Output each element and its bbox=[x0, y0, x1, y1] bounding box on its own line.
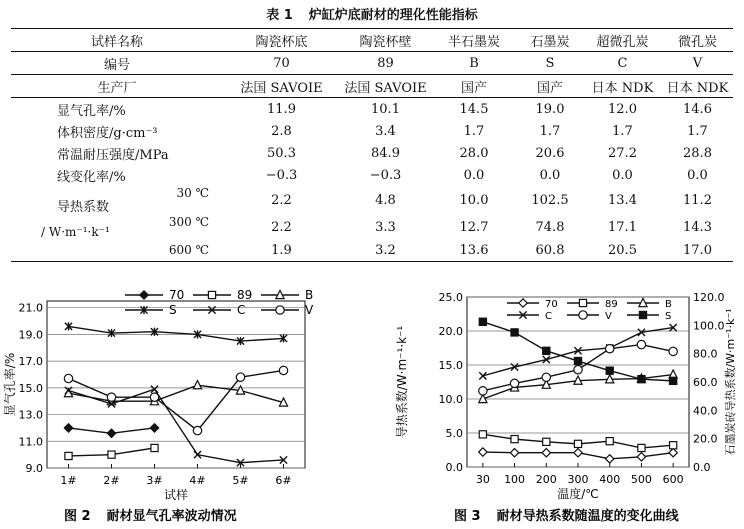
table-cell: 11.2 bbox=[683, 193, 712, 208]
header-cell: 微孔炭 bbox=[662, 29, 733, 52]
data-point bbox=[542, 449, 550, 457]
y-axis-label: 导热系数/W·m⁻¹·k⁻¹ bbox=[395, 325, 409, 439]
data-point bbox=[606, 344, 614, 352]
table-cell: 74.8 bbox=[535, 219, 565, 235]
y-tick-label: 19.0 bbox=[18, 328, 43, 342]
header-cell: 陶瓷杯壁 bbox=[340, 29, 431, 52]
temperature-label bbox=[11, 215, 223, 239]
data-point bbox=[510, 379, 518, 387]
legend-marker bbox=[140, 291, 148, 299]
header-cell: 试样名称 bbox=[11, 29, 223, 52]
temperature-value: 600 ℃ bbox=[168, 243, 209, 257]
data-point bbox=[606, 455, 614, 463]
data-point bbox=[193, 426, 201, 434]
y2-tick-label: 60.0 bbox=[693, 376, 718, 389]
data-point bbox=[637, 340, 645, 348]
data-point bbox=[65, 452, 72, 459]
table-cell: 28.8 bbox=[683, 145, 712, 161]
table-cell: 19.0 bbox=[535, 101, 565, 117]
table-cell: 13.4 bbox=[608, 193, 637, 208]
data-point bbox=[574, 357, 581, 364]
x-tick-label: 1# bbox=[60, 474, 77, 487]
legend-item bbox=[193, 288, 252, 302]
data-point bbox=[543, 438, 550, 445]
table-cell: 0.0 bbox=[687, 167, 708, 183]
data-point bbox=[574, 449, 582, 457]
table-row bbox=[11, 98, 733, 121]
table-row bbox=[11, 52, 733, 75]
x-tick-label: 4# bbox=[189, 474, 206, 487]
table-cell: 89 bbox=[340, 52, 431, 75]
header-cell: 超微孔炭 bbox=[583, 29, 662, 52]
table-cell: −0.3 bbox=[369, 167, 402, 183]
x-axis-label: 温度/℃ bbox=[557, 487, 599, 501]
data-point bbox=[670, 442, 677, 449]
legend-item bbox=[125, 303, 177, 317]
series-line bbox=[69, 326, 284, 341]
legend-label: C bbox=[545, 311, 552, 322]
legend-label: B bbox=[665, 299, 672, 310]
row-label: 线变化率/% bbox=[57, 169, 126, 185]
table-cell: 102.5 bbox=[531, 193, 569, 208]
figure-number: 图 3 bbox=[454, 509, 481, 524]
legend-label: 89 bbox=[605, 299, 618, 310]
legend-label: C bbox=[237, 303, 246, 317]
data-point bbox=[107, 429, 115, 437]
table-cell: 20.5 bbox=[583, 239, 662, 262]
data-point bbox=[638, 444, 645, 451]
legend-label: B bbox=[305, 288, 314, 302]
table-cell: 14.5 bbox=[459, 101, 489, 117]
data-point bbox=[637, 453, 645, 461]
y2-tick-label: 100.0 bbox=[693, 319, 725, 333]
legend-item bbox=[567, 311, 612, 322]
figure-number: 图 2 bbox=[64, 509, 91, 524]
legend-marker bbox=[519, 299, 527, 307]
table-cell: 17.1 bbox=[608, 219, 637, 235]
series-V bbox=[64, 366, 287, 435]
data-point bbox=[479, 318, 486, 325]
legend-item bbox=[125, 288, 184, 302]
table-cell: 0.0 bbox=[612, 167, 633, 183]
table-cell: 日本 NDK bbox=[583, 75, 662, 98]
y-tick-label: 17.0 bbox=[18, 355, 43, 369]
legend-marker bbox=[276, 306, 284, 314]
series-89 bbox=[65, 444, 158, 459]
table-cell: 27.2 bbox=[608, 145, 637, 161]
x-tick-label: 6# bbox=[275, 474, 292, 487]
tc-label-1: 导热系数 bbox=[57, 200, 110, 215]
table-cell: 2.8 bbox=[271, 123, 292, 139]
table-row bbox=[11, 164, 733, 186]
legend-label: S bbox=[665, 311, 672, 322]
table-row bbox=[11, 239, 733, 262]
table-cell: 0.0 bbox=[539, 167, 561, 183]
y-tick-label: 9.0 bbox=[25, 462, 43, 475]
table-cell: 3.2 bbox=[340, 239, 431, 262]
table-cell: 2.2 bbox=[271, 193, 292, 208]
table-cell: 0.0 bbox=[463, 167, 485, 183]
series-C bbox=[65, 386, 287, 467]
properties-table bbox=[11, 28, 733, 262]
data-point bbox=[479, 431, 486, 438]
table-cell: 日本 NDK bbox=[662, 75, 733, 98]
data-point bbox=[511, 329, 518, 336]
temperature-label bbox=[11, 186, 223, 215]
data-point bbox=[511, 436, 518, 443]
row-label: 编号 bbox=[11, 52, 223, 75]
y-tick-label: 15.0 bbox=[18, 381, 43, 395]
table-caption bbox=[0, 4, 744, 23]
data-point bbox=[150, 424, 158, 432]
y-tick-label: 21.0 bbox=[18, 301, 43, 315]
figure-caption bbox=[454, 508, 680, 524]
y-tick-label: 13.0 bbox=[18, 408, 43, 422]
y-tick-label: 10.0 bbox=[438, 393, 463, 406]
legend-item bbox=[507, 311, 552, 322]
y-tick-label: 5.0 bbox=[445, 427, 463, 440]
table-cell: B bbox=[431, 52, 517, 75]
y2-tick-label: 20.0 bbox=[693, 432, 718, 446]
table-title: 炉缸炉底耐材的理化性能指标 bbox=[308, 8, 478, 23]
figure-caption bbox=[64, 508, 237, 524]
table-cell: 4.8 bbox=[375, 193, 396, 208]
header-cell: 陶瓷杯底 bbox=[223, 29, 340, 52]
legend-item bbox=[193, 303, 245, 317]
x-tick-label: 2# bbox=[103, 474, 120, 487]
y2-tick-label: 40.0 bbox=[693, 404, 718, 418]
table-cell: 1.9 bbox=[223, 239, 340, 262]
legend-item bbox=[507, 299, 558, 310]
table-cell: 60.8 bbox=[517, 239, 583, 262]
table-number: 表 1 bbox=[266, 8, 293, 23]
table-cell: V bbox=[662, 52, 733, 75]
data-point bbox=[669, 347, 677, 355]
table-cell: 2.2 bbox=[271, 219, 292, 235]
legend-label: 89 bbox=[237, 288, 253, 302]
x-axis-label: 试样 bbox=[163, 488, 189, 502]
data-point bbox=[574, 366, 582, 374]
data-point bbox=[150, 393, 158, 401]
temperature-value: 30 ℃ bbox=[176, 186, 209, 200]
table-cell: 法国 SAVOIE bbox=[223, 75, 340, 98]
data-point bbox=[606, 438, 613, 445]
table-cell: 10.1 bbox=[371, 101, 400, 117]
legend-item bbox=[567, 299, 618, 310]
legend-label: S bbox=[169, 303, 177, 317]
header-cell: 半石墨炭 bbox=[431, 29, 517, 52]
table-cell: 法国 SAVOIE bbox=[340, 75, 431, 98]
porosity-chart bbox=[0, 280, 360, 529]
legend-label: V bbox=[305, 303, 314, 317]
legend-item bbox=[627, 311, 671, 322]
x-tick-label: 100 bbox=[504, 473, 526, 486]
figure-title: 耐材导热系数随温度的变化曲线 bbox=[496, 509, 679, 524]
table-row bbox=[11, 120, 733, 142]
figure-title: 耐材显气孔率波动情况 bbox=[106, 509, 237, 524]
series-V bbox=[479, 340, 678, 395]
legend bbox=[507, 298, 672, 322]
x-tick-label: 5# bbox=[232, 474, 249, 487]
y2-axis-label: 石墨炭砖导热系数/W·m⁻¹·k⁻¹ bbox=[724, 308, 737, 456]
series-line bbox=[69, 389, 284, 462]
y-tick-label: 11.0 bbox=[18, 435, 43, 449]
series-B bbox=[479, 370, 677, 403]
table-cell: 1.7 bbox=[463, 123, 485, 139]
y-axis-label: 显气孔率/% bbox=[3, 352, 17, 417]
table-cell: 1.7 bbox=[612, 123, 633, 139]
table-cell: 3.4 bbox=[375, 123, 396, 139]
table-cell: 3.3 bbox=[375, 219, 396, 235]
x-tick-label: 3# bbox=[146, 474, 163, 487]
table-cell: 13.6 bbox=[431, 239, 517, 262]
data-point bbox=[279, 366, 287, 374]
data-point bbox=[64, 374, 72, 382]
tc-label-2: / W·m⁻¹·k⁻¹ bbox=[41, 225, 110, 239]
table-cell: 国产 bbox=[431, 75, 517, 98]
table-cell: 84.9 bbox=[371, 145, 400, 161]
data-point bbox=[108, 451, 115, 458]
table-cell: 1.7 bbox=[539, 123, 561, 139]
table-cell: 20.6 bbox=[535, 145, 565, 161]
y2-tick-label: 80.0 bbox=[693, 347, 718, 361]
data-point bbox=[638, 376, 645, 383]
x-tick-label: 400 bbox=[599, 473, 621, 486]
temperature-value: 300 ℃ bbox=[168, 215, 209, 229]
table-cell: 11.9 bbox=[267, 101, 296, 117]
legend-item bbox=[261, 288, 313, 302]
table-cell: S bbox=[517, 52, 583, 75]
y-tick-label: 25.0 bbox=[438, 291, 463, 304]
data-point bbox=[606, 367, 613, 374]
row-label: 体积密度/g·cm⁻³ bbox=[57, 125, 158, 141]
table-cell: 10.0 bbox=[459, 193, 489, 208]
data-point bbox=[670, 377, 677, 384]
row-label: 常温耐压强度/MPa bbox=[57, 147, 169, 163]
table-cell: 14.3 bbox=[683, 219, 712, 235]
thermal-conductivity-chart bbox=[384, 280, 744, 529]
plot-frame bbox=[47, 301, 305, 468]
data-point bbox=[151, 386, 158, 393]
data-point bbox=[574, 440, 581, 447]
legend-label: 70 bbox=[169, 288, 185, 302]
table-header-row bbox=[11, 29, 733, 52]
legend-item bbox=[627, 298, 672, 310]
table-cell: C bbox=[583, 52, 662, 75]
legend-marker bbox=[579, 299, 586, 306]
data-point bbox=[151, 444, 158, 451]
data-point bbox=[479, 448, 487, 456]
row-label: 生产厂 bbox=[11, 75, 223, 98]
legend-item bbox=[261, 303, 314, 317]
series-70 bbox=[64, 424, 158, 438]
y-tick-label: 20.0 bbox=[438, 325, 463, 338]
legend-marker bbox=[208, 291, 215, 298]
data-point bbox=[542, 373, 550, 381]
table-cell: 17.0 bbox=[662, 239, 733, 262]
data-point bbox=[236, 373, 244, 381]
x-tick-label: 600 bbox=[662, 473, 684, 486]
table-row bbox=[11, 75, 733, 98]
x-tick-label: 30 bbox=[475, 473, 490, 486]
x-tick-label: 500 bbox=[630, 473, 652, 486]
data-point bbox=[107, 393, 115, 401]
series-S bbox=[65, 322, 287, 345]
data-point bbox=[64, 424, 72, 432]
table-cell: 70 bbox=[223, 52, 340, 75]
legend bbox=[125, 288, 314, 317]
x-tick-label: 200 bbox=[535, 473, 557, 486]
row-label: 显气孔率/% bbox=[57, 103, 126, 119]
y2-tick-label: 120.0 bbox=[693, 291, 725, 304]
table-row bbox=[11, 215, 733, 239]
data-point bbox=[669, 449, 677, 457]
legend-label: 70 bbox=[545, 299, 558, 310]
legend-marker bbox=[639, 311, 646, 318]
x-tick-label: 300 bbox=[567, 473, 589, 486]
table-cell: 50.3 bbox=[267, 145, 296, 161]
series-B bbox=[64, 381, 287, 407]
data-point bbox=[543, 347, 550, 354]
legend-marker bbox=[579, 311, 587, 319]
table-cell: 12.7 bbox=[459, 219, 489, 235]
data-point bbox=[193, 381, 201, 389]
table-cell: 14.6 bbox=[683, 101, 712, 117]
table-cell: 1.7 bbox=[687, 123, 708, 139]
table-cell: 28.0 bbox=[459, 145, 489, 161]
series-70 bbox=[479, 448, 678, 463]
table-row bbox=[11, 186, 733, 215]
temperature-label bbox=[11, 239, 223, 262]
legend-label: V bbox=[605, 311, 612, 322]
data-point bbox=[510, 449, 518, 457]
data-point bbox=[479, 387, 487, 395]
table-cell: −0.3 bbox=[265, 167, 298, 183]
y2-tick-label: 0.0 bbox=[693, 461, 711, 474]
table-row bbox=[11, 142, 733, 164]
table-cell: 12.0 bbox=[608, 101, 637, 117]
y-tick-label: 0.0 bbox=[445, 461, 463, 474]
y-tick-label: 15.0 bbox=[438, 359, 463, 372]
header-cell: 石墨炭 bbox=[517, 29, 583, 52]
table-cell: 国产 bbox=[517, 75, 583, 98]
